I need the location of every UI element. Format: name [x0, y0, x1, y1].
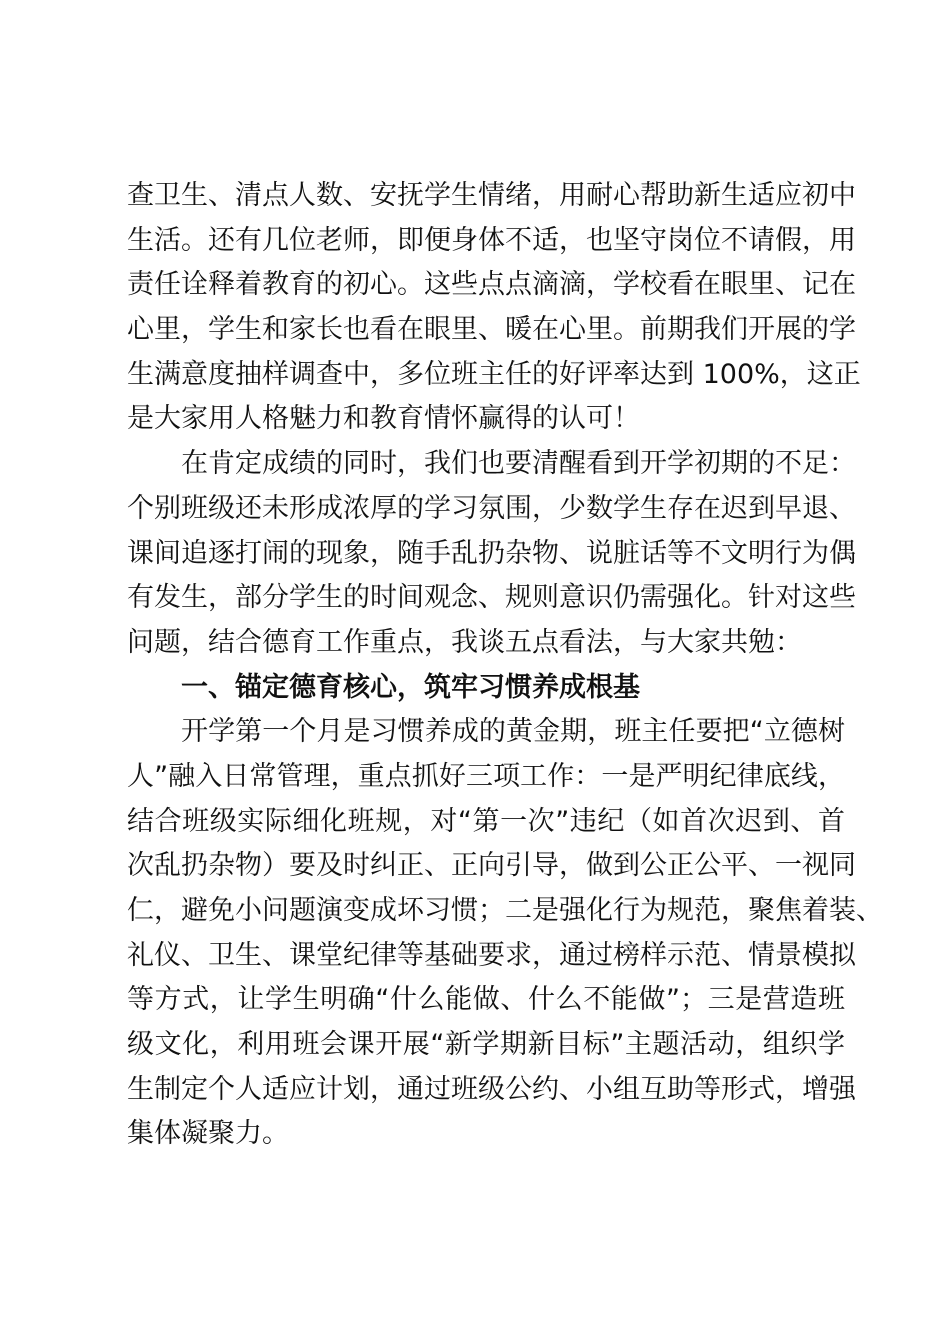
paragraph-first-line: 在肯定成绩的同时，我们也要清醒看到开学初期的不足： — [181, 448, 856, 480]
section-heading: 一、锚定德育核心，筑牢习惯养成根基 — [181, 671, 640, 703]
text-line: 有发生，部分学生的时间观念、规则意识仍需强化。针对这些 — [127, 582, 856, 614]
text-line: 个别班级还未形成浓厚的学习氛围，少数学生存在迟到早退、 — [127, 492, 856, 524]
text-line: 心里，学生和家长也看在眼里、暖在心里。前期我们开展的学 — [127, 314, 856, 346]
document-body — [127, 174, 883, 1157]
text-line: 仁，避免小问题演变成坏习惯；二是强化行为规范，聚焦着装、 — [127, 895, 883, 926]
text-line: 等方式，让学生明确“什么能做、什么不能做”；三是营造班 — [127, 984, 845, 1016]
text-line: 人”融入日常管理，重点抓好三项工作：一是严明纪律底线， — [127, 760, 845, 792]
text-line: 集体凝聚力。 — [127, 1118, 289, 1150]
text-line: 结合班级实际细化班规，对“第一次”违纪（如首次迟到、首 — [127, 805, 845, 837]
text-line: 是大家用人格魅力和教育情怀赢得的认可！ — [127, 403, 640, 435]
text-line: 查卫生、清点人数、安抚学生情绪，用耐心帮助新生适应初中 — [127, 180, 856, 211]
text-line: 礼仪、卫生、课堂纪律等基础要求，通过榜样示范、情景模拟 — [127, 939, 856, 971]
paragraph-first-line: 开学第一个月是习惯养成的黄金期，班主任要把“立德树 — [181, 716, 845, 748]
text-line: 生活。还有几位老师，即便身体不适，也坚守岗位不请假，用 — [127, 224, 856, 256]
text-line: 级文化，利用班会课开展“新学期新目标”主题活动，组织学 — [127, 1029, 845, 1061]
text-line: 课间追逐打闹的现象，随手乱扔杂物、说脏话等不文明行为偶 — [127, 537, 856, 569]
text-line: 次乱扔杂物）要及时纠正、正向引导，做到公正公平、一视同 — [127, 850, 856, 882]
text-line: 生满意度抽样调查中，多位班主任的好评率达到 100%，这正 — [127, 358, 861, 390]
text-line: 生制定个人适应计划，通过班级公约、小组互助等形式，增强 — [127, 1073, 856, 1105]
text-line: 责任诠释着教育的初心。这些点点滴滴，学校看在眼里、记在 — [127, 269, 856, 301]
text-line: 问题，结合德育工作重点，我谈五点看法，与大家共勉： — [127, 626, 802, 658]
